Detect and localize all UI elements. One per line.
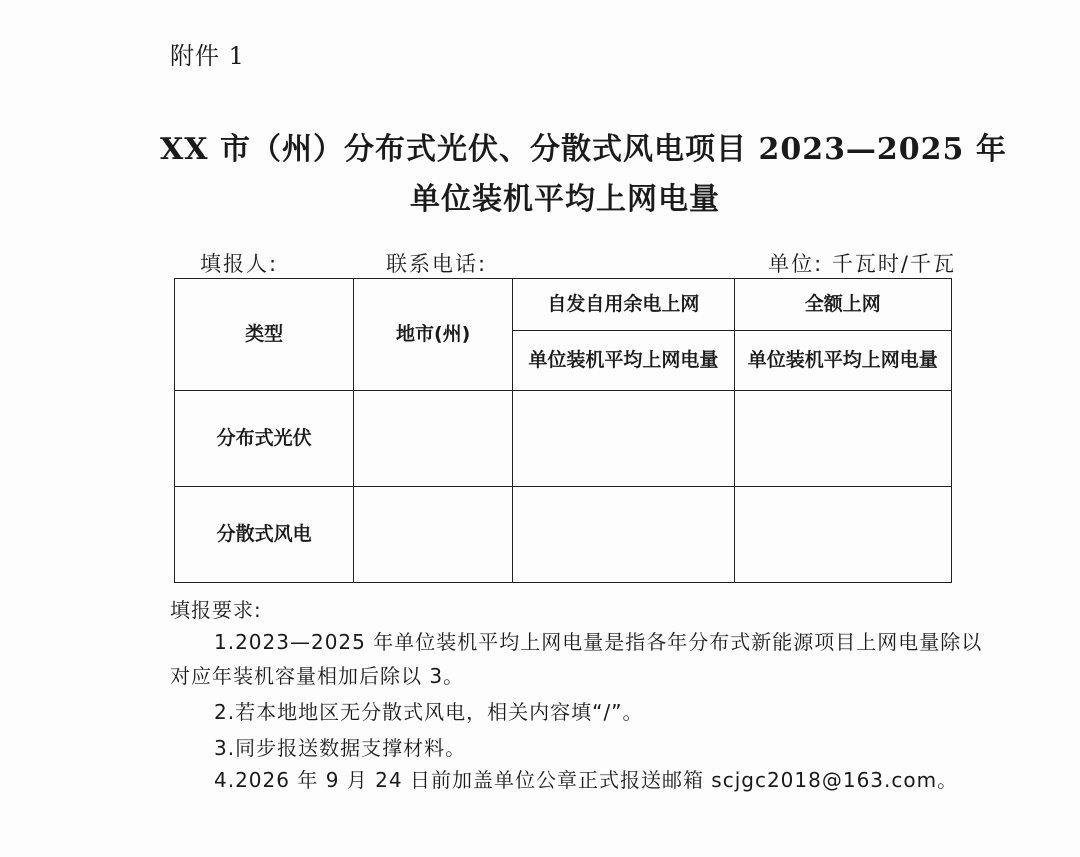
table-header-row bbox=[175, 279, 952, 331]
header-full-grid: 全额上网 bbox=[734, 279, 951, 331]
unit-label: 单位: 千瓦时/千瓦 bbox=[768, 252, 956, 276]
table-row bbox=[175, 391, 952, 487]
filler-label: 填报人: bbox=[200, 252, 279, 276]
note-item-1-continued: 对应年装机容量相加后除以 3。 bbox=[170, 664, 465, 688]
note-item-3: 3.同步报送数据支撑材料。 bbox=[214, 736, 467, 760]
report-table bbox=[174, 278, 952, 583]
city-input-cell[interactable] bbox=[354, 487, 513, 583]
header-city: 地市(州) bbox=[354, 279, 513, 391]
document-title-line-2: 单位装机平均上网电量 bbox=[410, 182, 720, 217]
header-self-use-avg: 单位装机平均上网电量 bbox=[513, 331, 734, 391]
phone-label: 联系电话: bbox=[386, 252, 488, 276]
document-title-line-1: XX 市（州）分布式光伏、分散式风电项目 2023—2025 年 bbox=[160, 132, 1007, 167]
row-type-cell: 分散式风电 bbox=[175, 487, 354, 583]
header-type: 类型 bbox=[175, 279, 354, 391]
full-grid-input-cell[interactable] bbox=[734, 391, 951, 487]
row-type-cell: 分布式光伏 bbox=[175, 391, 354, 487]
table-row bbox=[175, 487, 952, 583]
header-self-use: 自发自用余电上网 bbox=[513, 279, 734, 331]
attachment-label: 附件 1 bbox=[170, 42, 245, 70]
note-item-1: 1.2023—2025 年单位装机平均上网电量是指各年分布式新能源项目上网电量除以 bbox=[214, 630, 983, 654]
notes-heading: 填报要求: bbox=[170, 598, 262, 622]
city-input-cell[interactable] bbox=[354, 391, 513, 487]
note-item-4: 4.2026 年 9 月 24 日前加盖单位公章正式报送邮箱 scjgc2018@163.com。 bbox=[214, 768, 959, 792]
note-item-2: 2.若本地地区无分散式风电，相关内容填“/”。 bbox=[214, 700, 644, 724]
header-full-grid-avg: 单位装机平均上网电量 bbox=[734, 331, 951, 391]
self-use-input-cell[interactable] bbox=[513, 487, 734, 583]
self-use-input-cell[interactable] bbox=[513, 391, 734, 487]
full-grid-input-cell[interactable] bbox=[734, 487, 951, 583]
